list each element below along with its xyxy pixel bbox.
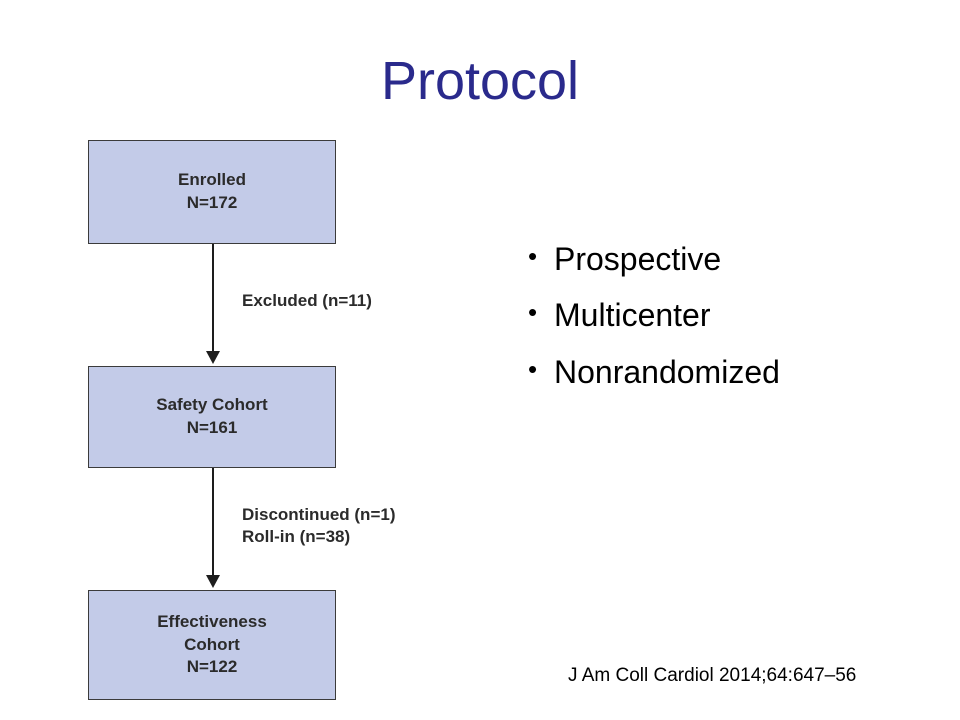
- flow-node-enrolled: [88, 140, 336, 244]
- bullet-dot-icon: •: [528, 241, 538, 271]
- flow-edge-label-excluded-line1: Excluded (n=11): [242, 291, 372, 310]
- flow-edge-label-rollin: Roll-in (n=38): [242, 527, 351, 547]
- flow-node-safety-cohort-label: Safety Cohort: [156, 395, 268, 415]
- bullet-dot-icon: •: [528, 353, 538, 384]
- flow-node-effectiveness-cohort: [88, 590, 336, 700]
- flow-edge-label-discontinued-rollin: [242, 504, 395, 548]
- flow-node-effectiveness-cohort-label-line1: Effectiveness: [157, 611, 267, 631]
- list-item-label: Nonrandomized: [554, 353, 780, 390]
- list-item-label: Prospective: [554, 241, 722, 277]
- bullet-list: [528, 240, 928, 409]
- list-item: [528, 353, 928, 391]
- list-item: [528, 240, 928, 278]
- list-item-label: Multicenter: [554, 297, 711, 334]
- citation-text: J Am Coll Cardiol 2014;64:647–56: [568, 665, 857, 686]
- flow-node-effectiveness-cohort-label-line2: Cohort: [184, 634, 240, 654]
- flow-node-enrolled-label: Enrolled: [177, 170, 246, 190]
- page-title: Protocol: [380, 51, 580, 111]
- flow-node-enrolled-count: N=172: [186, 193, 238, 212]
- flow-edge-label-excluded: [242, 290, 372, 312]
- flow-arrow-enrolled-to-safety: [212, 244, 214, 352]
- list-item: [528, 296, 928, 334]
- bullet-dot-icon: •: [528, 297, 538, 328]
- flow-node-safety-cohort-count: N=161: [186, 418, 238, 437]
- patient-flow-diagram: [84, 132, 504, 712]
- flow-node-safety-cohort: [88, 366, 336, 468]
- flow-edge-label-discontinued: Discontinued (n=1): [242, 505, 396, 524]
- flow-arrow-safety-to-effectiveness: [212, 468, 214, 576]
- flow-node-effectiveness-cohort-count: N=122: [186, 657, 238, 677]
